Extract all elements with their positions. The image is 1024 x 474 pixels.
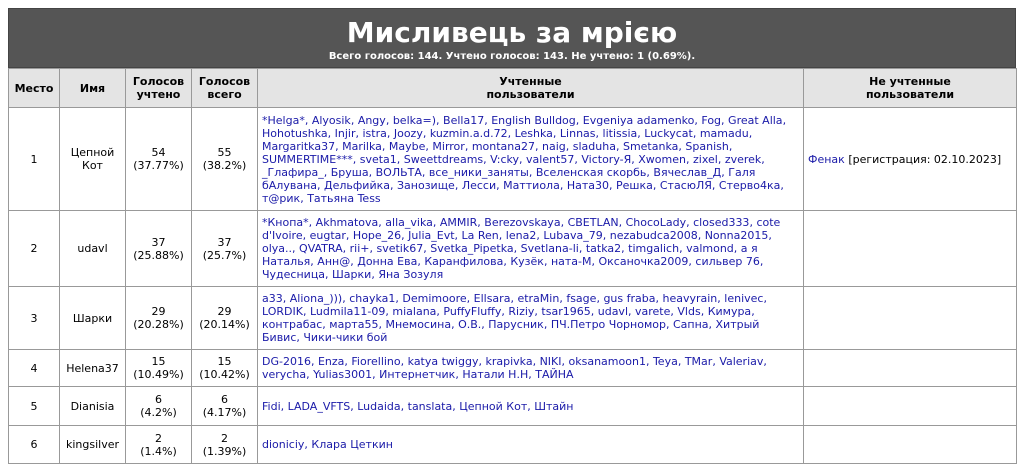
total-percent: (1.39%) — [202, 444, 247, 458]
user-link[interactable]: а я Наталья — [262, 242, 758, 268]
user-link[interactable]: ТАЙНА — [535, 368, 574, 381]
user-link[interactable]: Hohotushka — [262, 126, 328, 140]
place-cell — [9, 108, 60, 211]
user-link[interactable]: katya twiggy — [407, 355, 479, 368]
user-link[interactable]: alla_vika — [385, 216, 433, 229]
user-link[interactable]: English Bulldog — [491, 113, 576, 127]
user-link[interactable]: closed333 — [693, 216, 750, 229]
col-header-counted-users: Учтенные пользователи — [258, 69, 804, 108]
user-link[interactable]: Вселенская скорбь — [535, 165, 647, 179]
place-cell — [9, 387, 60, 426]
user-link[interactable]: Svetka_Pipetka — [430, 242, 514, 255]
user-link[interactable]: Yulias3001 — [313, 368, 373, 381]
user-link[interactable]: Margaritka37 — [262, 139, 336, 153]
header-banner — [8, 8, 1016, 68]
place-value: 3 — [30, 311, 38, 325]
user-link[interactable]: Julia_Evt — [408, 229, 455, 242]
user-link[interactable]: ПЧ.Петро Чорномор — [550, 318, 666, 331]
user-link[interactable]: sveta1 — [359, 152, 397, 166]
user-link[interactable]: nezabudca2008 — [609, 229, 698, 242]
col-header-place: Место — [9, 69, 60, 108]
user-link[interactable]: марта55 — [329, 318, 379, 331]
user-link[interactable]: Кузёк — [510, 255, 544, 268]
user-link[interactable]: istra — [362, 126, 387, 140]
place-cell — [9, 426, 60, 464]
user-link[interactable]: Натали Н.Н — [462, 368, 529, 381]
user-link[interactable]: О.В. — [458, 318, 482, 331]
user-link[interactable]: Решка — [616, 178, 653, 192]
user-link[interactable]: ната-М — [550, 255, 592, 268]
user-link[interactable]: cote d'Ivoire — [262, 216, 781, 242]
user-link[interactable]: *Helga* — [262, 113, 305, 127]
user-link[interactable]: Ellsara — [473, 292, 511, 305]
user-link[interactable]: litissia — [602, 126, 638, 140]
uncounted-users-cell — [804, 211, 1017, 287]
user-link[interactable]: Маттиола — [503, 178, 560, 192]
name-cell — [60, 350, 126, 387]
user-link[interactable]: a33 — [262, 292, 283, 305]
user-link[interactable]: Оксаночка2009 — [598, 255, 689, 268]
user-link[interactable]: Bella17 — [443, 113, 485, 127]
table-row — [9, 108, 1017, 211]
name-cell — [60, 108, 126, 211]
user-link[interactable]: Lubava_79 — [543, 229, 603, 242]
counted-votes: 6 — [155, 393, 162, 406]
user-link[interactable]: Анн@ — [317, 255, 351, 268]
table-row — [9, 387, 1017, 426]
total-percent: (4.17%) — [202, 406, 247, 419]
place-value: 5 — [30, 399, 38, 413]
user-link[interactable]: Клара Цеткин — [311, 438, 393, 451]
user-link[interactable]: varete — [635, 305, 671, 318]
user-link[interactable]: tsar1965 — [541, 305, 591, 318]
user-link[interactable]: QVATRA — [299, 242, 343, 255]
user-link[interactable]: lenivec — [724, 292, 764, 305]
user-link[interactable]: belka=) — [392, 113, 437, 127]
user-link[interactable]: сильвер 76 — [695, 255, 760, 268]
col-header-uncounted-users: Не учтенные пользователи — [804, 69, 1017, 108]
counted-users-cell: a33, Aliona_))), chayka1, Demimoore, Ellsara, etraMin, fsage, gus fraba, heavyrain, lenivec, LORDIK, Ludmila11-09, mialana, PuffyFluffy, Riziy, tsar1965, udavl, varete, Vlds, Кимура, контрабас, марта55, Мнемосина, О.В., Парусник, ПЧ.Петро Чорномор, Сапна, Хитрый Бивис, Чики-чики бой — [258, 287, 804, 350]
user-link[interactable]: Hope_26 — [352, 229, 402, 242]
user-link[interactable]: LADA_VFTS — [287, 399, 351, 413]
counted-percent: (4.2%) — [140, 406, 177, 419]
counted-percent: (1.4%) — [140, 444, 177, 458]
place-cell — [9, 287, 60, 350]
col-header-total: Голосов всего — [192, 69, 258, 108]
user-link[interactable]: Сапна — [672, 318, 709, 331]
user-link[interactable]: Xwomen — [638, 152, 686, 166]
counted-users-cell: dioniciy, Клара Цеткин — [258, 426, 804, 464]
counted-votes-cell — [126, 287, 192, 350]
col-header-counted: Голосов учтено — [126, 69, 192, 108]
user-link[interactable]: _Глафира_ — [262, 165, 324, 179]
user-link[interactable]: Дельфийка — [324, 178, 390, 192]
candidate-name: Helena37 — [66, 361, 119, 375]
user-link[interactable]: montana27 — [471, 139, 535, 153]
user-link[interactable]: heavyrain — [662, 292, 718, 305]
place-value: 1 — [30, 152, 38, 166]
user-link[interactable]: sladuha — [572, 139, 616, 153]
user-link[interactable]: NIKI — [539, 355, 562, 368]
user-link[interactable]: Хитрый Бивис — [262, 318, 760, 344]
candidate-name-line2: Кот — [82, 159, 103, 172]
user-link[interactable]: Интернетчик — [379, 368, 456, 381]
user-link[interactable]: Штайн — [534, 399, 574, 413]
counted-votes-cell — [126, 426, 192, 464]
user-link[interactable]: Alyosik — [311, 113, 351, 127]
user-link[interactable]: lena2 — [505, 229, 537, 242]
user-link[interactable]: olya.. — [262, 242, 293, 255]
table-row — [9, 350, 1017, 387]
user-link[interactable]: Бруша — [330, 165, 369, 179]
user-link[interactable]: Занозище — [396, 178, 455, 192]
user-link[interactable]: rii+ — [349, 242, 370, 255]
user-link[interactable]: CBETLAN — [567, 216, 619, 229]
candidate-name: udavl — [77, 242, 108, 255]
total-votes: 2 — [221, 431, 228, 445]
user-link[interactable]: Вячеслав_Д — [653, 165, 722, 179]
counted-users-cell: Fidi, LADA_VFTS, Ludaida, tanslata, Цепной Кот, Штайн — [258, 387, 804, 426]
total-votes-cell — [192, 211, 258, 287]
user-link[interactable]: все_ники_заняты — [428, 165, 529, 179]
user-link[interactable]: Great Alla — [728, 113, 783, 127]
page-title: Мисливець за мрією — [346, 16, 678, 49]
counted-votes-cell — [126, 387, 192, 426]
user-link[interactable]: Vlds — [677, 305, 701, 318]
total-votes: 6 — [221, 393, 228, 406]
user-link[interactable]: Enza — [317, 355, 345, 368]
counted-users-cell: *Кнопа*, Akhmatova, alla_vika, AMMIR, Berezovskaya, CBETLAN, ChocoLady, closed333, cote d'Ivoire, eugtar, Hope_26, Julia_Evt, La Ren, lena2, Lubava_79, nezabudca2008, Nonna2015, olya.., QVATRA, rii+, svetik67, Svetka_Pipetka, Svetlana-li, tatka2, timgalich, valmond, а я Наталья, Анн@, Донна Ева, Каранфилова, Кузёк, ната-М, Оксаночка2009, сильвер 76, Чудесница, Шарки, Яна Зозуля — [258, 211, 804, 287]
counted-users-cell: DG-2016, Enza, Fiorellino, katya twiggy, krapivka, NIKI, oksanamoon1, Teya, TMar, Valeriav, verycha, Yulias3001, Интернетчик, Натали Н.Н, ТАЙНА — [258, 350, 804, 387]
user-link[interactable]: Valeriav — [719, 355, 764, 368]
user-link[interactable]: DG-2016 — [262, 355, 311, 368]
place-value: 6 — [30, 438, 38, 451]
total-votes: 15 — [217, 355, 232, 368]
user-link[interactable]: Sweettdreams — [403, 152, 484, 166]
user-link[interactable]: dioniciy — [262, 438, 305, 451]
user-link[interactable]: PuffyFluffy — [443, 305, 502, 318]
counted-users-cell: *Helga*, Alyosik, Angy, belka=), Bella17, English Bulldog, Evgeniya adamenko, Fog, Great Alla, Hohotushka, Injir, istra, Joozy, kuzmin.a.d.72, Leshka, Linnas, litissia, Luckycat, mamadu, Margaritka37, Marilka, Maybe, Mirror, montana27, naig, sladuha, Smetanka, Spanish, SUMMERTIME***, sveta1, Sweettdreams, V:cky, valent57, Victory-Я, Xwomen, zixel, zverek, _Глафира_, Бруша, ВОЛЬТА, все_ники_заняты, Вселенская скорбь, Вячеслав_Д, Галя бАлувана, Дельфийка, Занозище, Лесси, Маттиола, Ната30, Решка, СтасюЛЯ, Стерво4ка, т@рик, Татьяна Tess — [258, 108, 804, 211]
table-row — [9, 426, 1017, 464]
user-link[interactable]: Парусник — [488, 318, 544, 331]
uncounted-users-cell — [804, 426, 1017, 464]
total-votes-cell — [192, 287, 258, 350]
user-link[interactable]: timgalich — [628, 242, 680, 255]
vote-summary: Всего голосов: 144. Учтено голосов: 143. Не учтено: 1 (0.69%). — [328, 51, 696, 62]
user-link[interactable]: Evgeniya adamenko — [582, 113, 695, 127]
place-value: 2 — [30, 242, 38, 255]
candidate-name: Шарки — [72, 311, 113, 325]
total-votes: 29 — [217, 305, 232, 318]
user-link[interactable]: Akhmatova — [315, 216, 379, 229]
user-link[interactable]: Spanish — [685, 139, 729, 153]
total-percent: (10.42%) — [199, 368, 250, 381]
col-header-name: Имя — [60, 69, 126, 108]
results-container — [8, 8, 1016, 464]
place-cell — [9, 211, 60, 287]
user-link[interactable]: Marilka — [342, 139, 382, 153]
total-votes-cell — [192, 108, 258, 211]
counted-votes: 54 — [151, 146, 166, 159]
name-cell — [60, 211, 126, 287]
user-link[interactable]: Ludmila11-09 — [309, 305, 386, 318]
user-link[interactable]: kuzmin.a.d.72 — [429, 126, 508, 140]
place-cell — [9, 350, 60, 387]
user-link[interactable]: Галя бАлувана — [262, 165, 756, 192]
table-row — [9, 287, 1017, 350]
user-link[interactable]: Fidi — [262, 399, 281, 413]
user-link[interactable]: Чудесница — [262, 268, 326, 281]
user-link[interactable]: eugtar — [309, 229, 346, 242]
counted-percent: (20.28%) — [133, 318, 184, 331]
user-link[interactable]: Mirror — [432, 139, 465, 153]
user-link[interactable]: krapivka — [485, 355, 533, 368]
total-votes-cell — [192, 350, 258, 387]
registration-note: [регистрация: 02.10.2023] — [844, 152, 1002, 166]
user-link[interactable]: Teya — [652, 355, 678, 368]
user-link[interactable]: Svetlana-li — [520, 242, 579, 255]
user-link[interactable]: СтасюЛЯ — [659, 178, 712, 192]
user-link[interactable]: Ludaida — [357, 399, 401, 413]
total-percent: (20.14%) — [199, 318, 250, 331]
counted-votes: 29 — [151, 305, 166, 318]
user-link[interactable]: Demimoore — [402, 292, 467, 305]
user-link[interactable]: *Кнопа* — [262, 216, 309, 229]
user-link[interactable]: Victory-Я — [581, 152, 632, 166]
uncounted-users-cell — [804, 287, 1017, 350]
user-link[interactable]: Riziy — [508, 305, 535, 318]
total-percent: (38.2%) — [202, 159, 247, 172]
user-link[interactable]: LORDIK — [262, 305, 303, 318]
uncounted-users-cell — [804, 350, 1017, 387]
user-link[interactable]: Кимура — [707, 305, 752, 318]
user-link[interactable]: AMMIR — [439, 216, 478, 229]
user-link[interactable]: Berezovskaya — [484, 216, 561, 229]
counted-votes: 2 — [155, 431, 162, 445]
user-link[interactable]: mamadu — [699, 126, 749, 140]
counted-votes-cell — [126, 350, 192, 387]
counted-votes: 37 — [151, 235, 166, 249]
user-link[interactable]: fsage — [566, 292, 597, 305]
name-cell — [60, 387, 126, 426]
user-link[interactable]: Лесси — [461, 178, 497, 192]
user-link[interactable]: valmond — [686, 242, 734, 255]
user-link[interactable]: Fiorellino — [351, 355, 401, 368]
uncounted-users-cell — [804, 108, 1017, 211]
total-votes: 55 — [217, 146, 232, 159]
name-cell — [60, 426, 126, 464]
user-link[interactable]: Leshka — [514, 126, 553, 140]
user-link[interactable]: tanslata — [407, 399, 453, 413]
user-link[interactable]: udavl — [597, 305, 628, 318]
counted-percent: (10.49%) — [133, 368, 184, 381]
user-link[interactable]: Linnas — [559, 126, 596, 140]
user-link[interactable]: verycha — [262, 368, 307, 381]
user-link[interactable]: Донна Ева — [357, 255, 418, 268]
user-link[interactable]: Фенак — [808, 152, 845, 166]
user-link[interactable]: Цепной Кот — [459, 399, 528, 413]
counted-percent: (25.88%) — [133, 248, 184, 262]
total-votes: 37 — [217, 235, 232, 249]
user-link[interactable]: Injir — [334, 126, 356, 140]
user-link[interactable]: gus fraba — [603, 292, 656, 305]
user-link[interactable]: valent57 — [526, 152, 575, 166]
table-row — [9, 211, 1017, 287]
user-link[interactable]: Smetanka — [622, 139, 679, 153]
user-link[interactable]: chayka1 — [349, 292, 396, 305]
user-link[interactable]: Nonna2015 — [704, 229, 769, 242]
total-votes-cell — [192, 426, 258, 464]
user-link[interactable]: Чики-чики бой — [303, 331, 388, 344]
user-link[interactable]: naig — [542, 139, 566, 153]
user-link[interactable]: TMar — [684, 355, 713, 368]
user-link[interactable]: т@рик — [262, 191, 301, 205]
user-link[interactable]: Яна Зозуля — [378, 268, 444, 281]
user-link[interactable]: ChocoLady — [625, 216, 687, 229]
candidate-name: kingsilver — [65, 438, 120, 451]
user-link[interactable]: svetik67 — [376, 242, 424, 255]
user-link[interactable]: Fog — [701, 113, 722, 127]
counted-votes-cell — [126, 108, 192, 211]
user-link[interactable]: V:cky — [490, 152, 520, 166]
user-link[interactable]: Angy — [357, 113, 386, 127]
user-link[interactable]: ВОЛЬТА — [375, 165, 422, 179]
counted-percent: (37.77%) — [133, 159, 184, 172]
user-link[interactable]: SUMMERTIME*** — [262, 152, 353, 166]
user-link[interactable]: oksanamoon1 — [568, 355, 646, 368]
candidate-name: Цепной — [70, 146, 115, 159]
uncounted-users-cell — [804, 387, 1017, 426]
user-link[interactable]: zverek — [724, 152, 762, 166]
user-link[interactable]: La Ren — [461, 229, 499, 242]
user-link[interactable]: Joozy — [393, 126, 423, 140]
user-link[interactable]: Maybe — [388, 139, 426, 153]
user-link[interactable]: zixel — [692, 152, 718, 166]
user-link[interactable]: Татьяна Tess — [307, 191, 381, 205]
results-table — [8, 68, 1017, 464]
user-link[interactable]: Aliona_))) — [289, 292, 343, 305]
counted-votes: 15 — [151, 355, 166, 368]
total-votes-cell — [192, 387, 258, 426]
table-header-row — [9, 69, 1017, 108]
user-link[interactable]: Стерво4ка — [718, 178, 781, 192]
user-link[interactable]: Каранфилова — [424, 255, 504, 268]
user-link[interactable]: Ната30 — [566, 178, 609, 192]
candidate-name: Dianisia — [70, 399, 115, 413]
user-link[interactable]: контрабас — [262, 318, 323, 331]
user-link[interactable]: Luckycat — [644, 126, 693, 140]
user-link[interactable]: etraMin — [517, 292, 560, 305]
name-cell — [60, 287, 126, 350]
user-link[interactable]: tatka2 — [585, 242, 622, 255]
user-link[interactable]: Мнемосина — [385, 318, 452, 331]
place-value: 4 — [30, 361, 38, 375]
user-link[interactable]: mialana — [392, 305, 437, 318]
user-link[interactable]: Шарки — [332, 268, 372, 281]
total-percent: (25.7%) — [202, 248, 247, 262]
counted-votes-cell — [126, 211, 192, 287]
